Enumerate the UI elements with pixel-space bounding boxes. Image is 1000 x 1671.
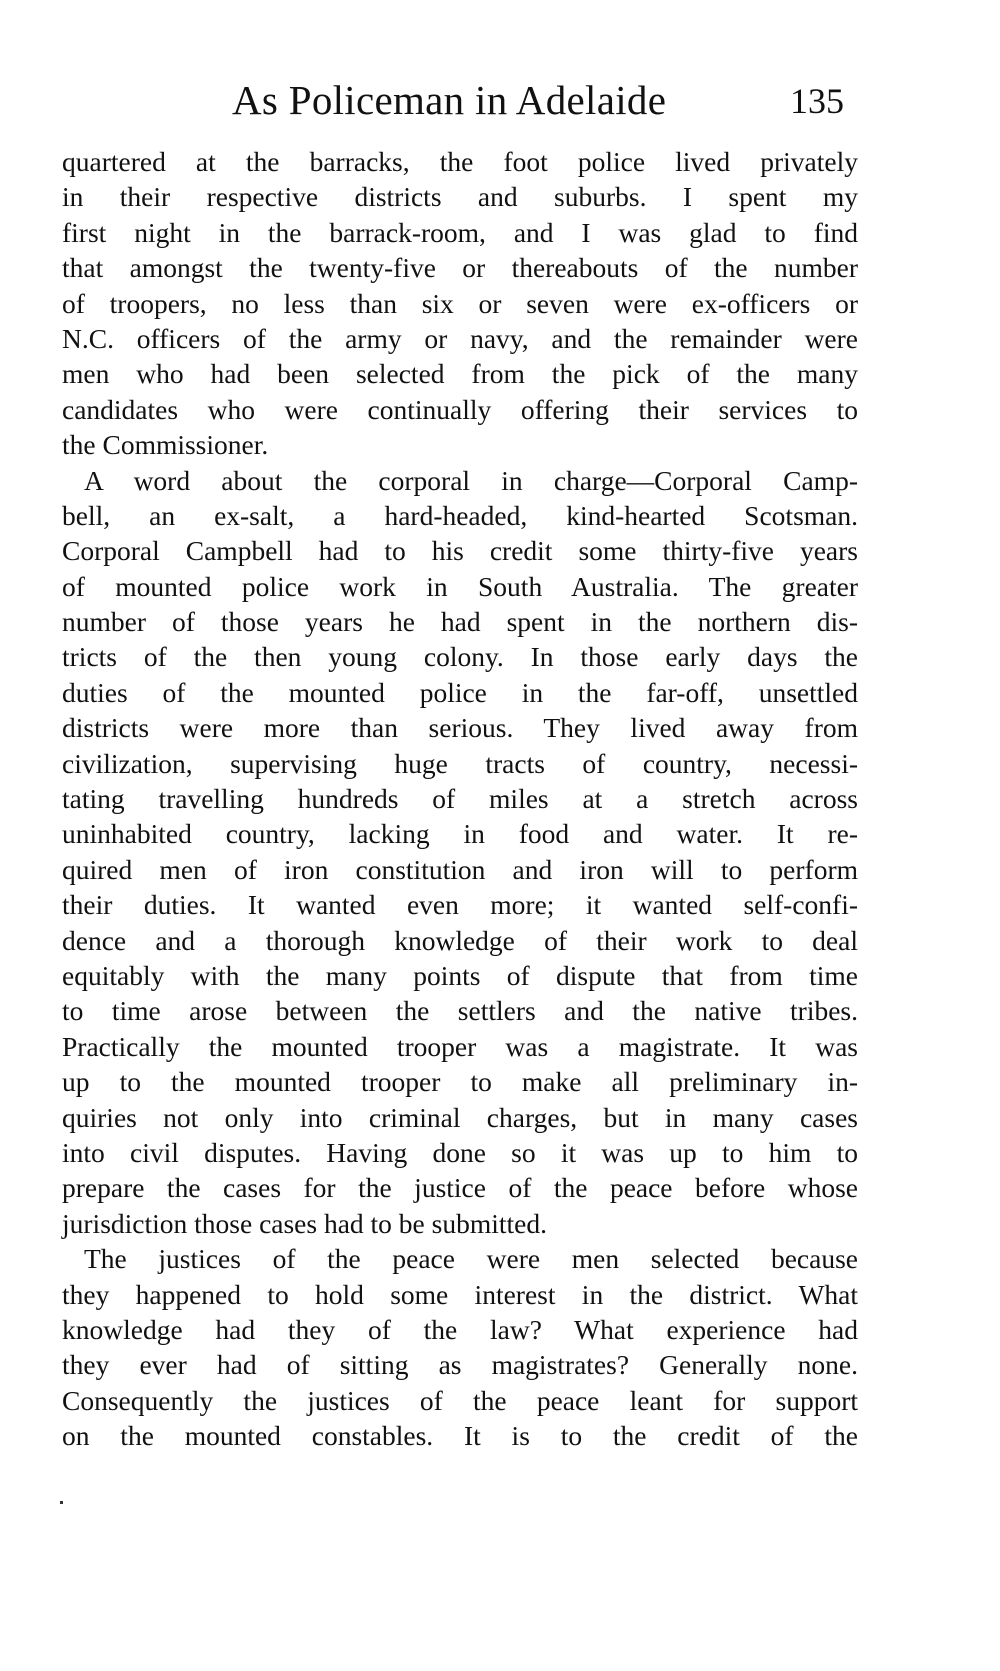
text-line: jurisdiction those cases had to be submitted. [62, 1207, 547, 1239]
text-line: Consequently the justices of the peace leant for support [62, 1384, 858, 1416]
text-line: tricts of the then young colony. In those early days the [62, 641, 858, 673]
text-line: duties of the mounted police in the far-off, unsettled [62, 676, 858, 708]
text-line: up to the mounted trooper to make all preliminary in- [62, 1066, 858, 1098]
text-line: of troopers, no less than six or seven were ex-officers or [62, 287, 858, 319]
text-line: their duties. It wanted even more; it wanted self-confi- [62, 889, 858, 921]
page-body [62, 144, 858, 1453]
text-line: men who had been selected from the pick of the many [62, 358, 858, 390]
text-line: they ever had of sitting as magistrates? Generally none. [62, 1349, 858, 1381]
text-line: uninhabited country, lacking in food and water. It re- [62, 818, 858, 850]
text-line: they happened to hold some interest in the district. What [62, 1278, 858, 1310]
text-line: dence and a thorough knowledge of their work to deal [62, 924, 858, 956]
text-line: equitably with the many points of dispute that from time [62, 959, 858, 991]
text-line: The justices of the peace were men selected because [84, 1243, 858, 1275]
text-line: A word about the corporal in charge—Corporal Camp- [84, 464, 858, 496]
text-line: the Commissioner. [62, 429, 269, 461]
text-line: N.C. officers of the army or navy, and the remainder were [62, 322, 858, 354]
text-line: into civil disputes. Having done so it was up to him to [62, 1136, 858, 1168]
text-line: tating travelling hundreds of miles at a stretch across [62, 783, 858, 815]
text-line: knowledge had they of the law? What experience had [62, 1313, 858, 1345]
text-line: in their respective districts and suburbs. I spent my [62, 181, 858, 213]
text-line: Corporal Campbell had to his credit some thirty-five years [62, 535, 858, 567]
text-line: Practically the mounted trooper was a magistrate. It was [62, 1030, 858, 1062]
text-line: districts were more than serious. They lived away from [62, 712, 858, 744]
text-line: bell, an ex-salt, a hard-headed, kind-hearted Scotsman. [62, 499, 858, 531]
text-line: candidates who were continually offering their services to [62, 393, 858, 425]
scan-speck [60, 1501, 63, 1504]
running-header [0, 76, 1000, 126]
text-line: quiries not only into criminal charges, but in many cases [62, 1101, 858, 1133]
text-line: prepare the cases for the justice of the peace before whose [62, 1172, 858, 1204]
page-number: 135 [790, 81, 844, 121]
text-line: to time arose between the settlers and the native tribes. [62, 995, 858, 1027]
text-line: number of those years he had spent in the northern dis- [62, 606, 858, 638]
text-line: quartered at the barracks, the foot police lived privately [62, 146, 858, 177]
text-line: that amongst the twenty-five or thereabouts of the number [62, 252, 858, 284]
text-line: of mounted police work in South Australia. The greater [62, 570, 858, 602]
text-line: civilization, supervising huge tracts of country, necessi- [62, 747, 858, 779]
text-line: on the mounted constables. It is to the credit of the [62, 1420, 858, 1452]
text-line: first night in the barrack-room, and I was glad to find [62, 216, 858, 248]
running-title: As Policeman in Adelaide [232, 77, 667, 123]
text-line: quired men of iron constitution and iron will to perform [62, 853, 858, 885]
